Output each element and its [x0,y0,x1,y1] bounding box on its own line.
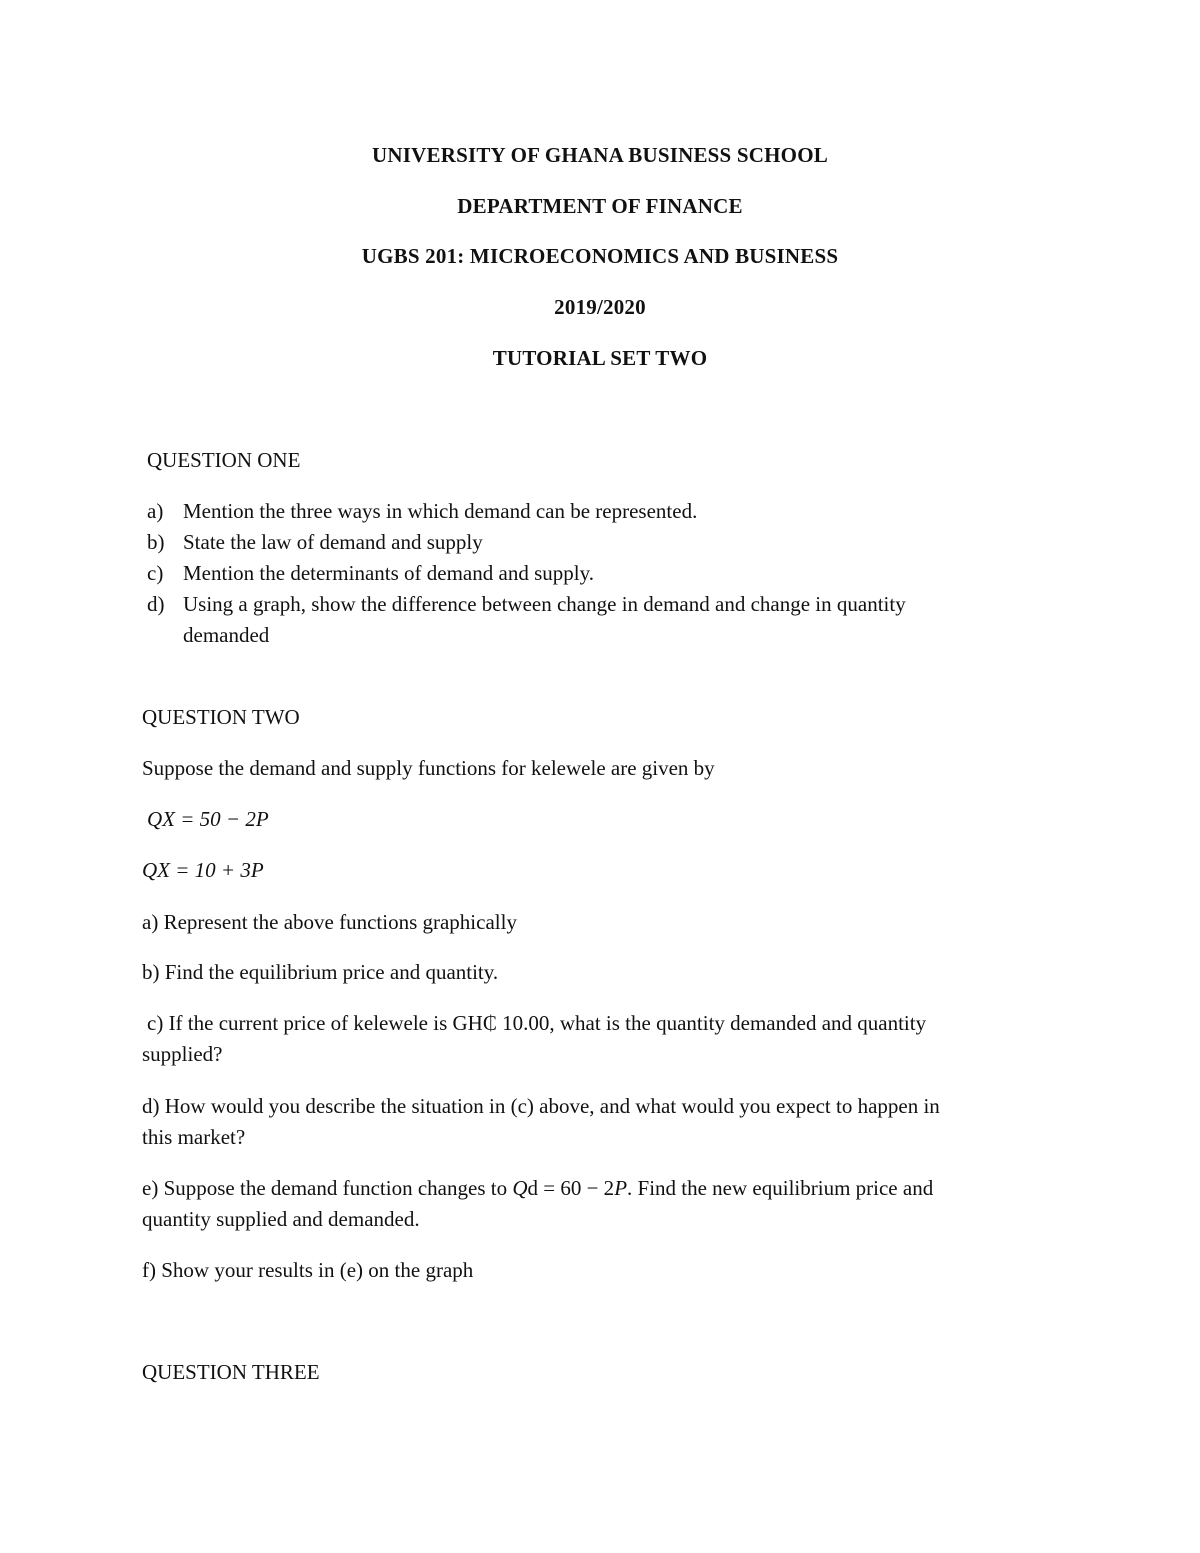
q2-part-c-line2: supplied? [142,1042,223,1066]
q1-item-c-label: c) [147,561,164,585]
q1-item-c [147,561,594,586]
q1-item-d [147,592,906,617]
q1-item-d-continuation: demanded [183,623,270,647]
q2-part-e-suffix: . Find the new equilibrium price and [627,1176,934,1200]
question-two-heading: QUESTION TWO [142,705,300,729]
q1-item-d-label: d) [147,592,165,616]
q2-part-e-equation: d = 60 − 2 [527,1176,615,1200]
q1-item-d-text: Using a graph, show the difference between change in demand and change in quantity [183,592,906,616]
question-one-heading: QUESTION ONE [147,448,301,472]
q2-part-c-line1: c) If the current price of kelewele is GH₵ 10.00, what is the quantity demanded and quantity [147,1011,927,1035]
university-title: UNIVERSITY OF GHANA BUSINESS SCHOOL [372,143,828,167]
q1-item-c-text: Mention the determinants of demand and supply. [183,561,594,585]
q1-item-b [147,530,483,555]
course-title: UGBS 201: MICROECONOMICS AND BUSINESS [361,244,839,268]
q2-part-e-line1 [142,1176,933,1201]
q2-part-f: f) Show your results in (e) on the graph [142,1258,474,1282]
q1-item-a [147,499,697,524]
q2-supply-equation: QX = 10 + 3P [142,858,264,882]
tutorial-set-title: TUTORIAL SET TWO [492,346,708,370]
q1-item-a-label: a) [147,499,164,523]
q2-part-e-line2: quantity supplied and demanded. [142,1207,420,1231]
q2-part-e-p: P [614,1176,628,1200]
q1-item-a-text: Mention the three ways in which demand can be represented. [183,499,698,523]
q2-part-e-q: Q [512,1176,528,1200]
q2-part-d-line2: this market? [142,1125,246,1149]
department-title: DEPARTMENT OF FINANCE [457,194,743,218]
question-three-heading: QUESTION THREE [142,1360,320,1384]
q2-part-d-line1: d) How would you describe the situation in (c) above, and what would you expect to happen in [142,1094,940,1118]
q2-demand-equation: QX = 50 − 2P [147,807,269,831]
q1-item-b-text: State the law of demand and supply [183,530,483,554]
q2-intro: Suppose the demand and supply functions for kelewele are given by [142,756,715,780]
academic-year: 2019/2020 [554,295,646,319]
q2-part-a: a) Represent the above functions graphically [142,910,517,934]
q1-item-b-label: b) [147,530,165,554]
q2-part-e-prefix: e) Suppose the demand function changes to [142,1176,513,1200]
q2-part-b: b) Find the equilibrium price and quantity. [142,960,499,984]
